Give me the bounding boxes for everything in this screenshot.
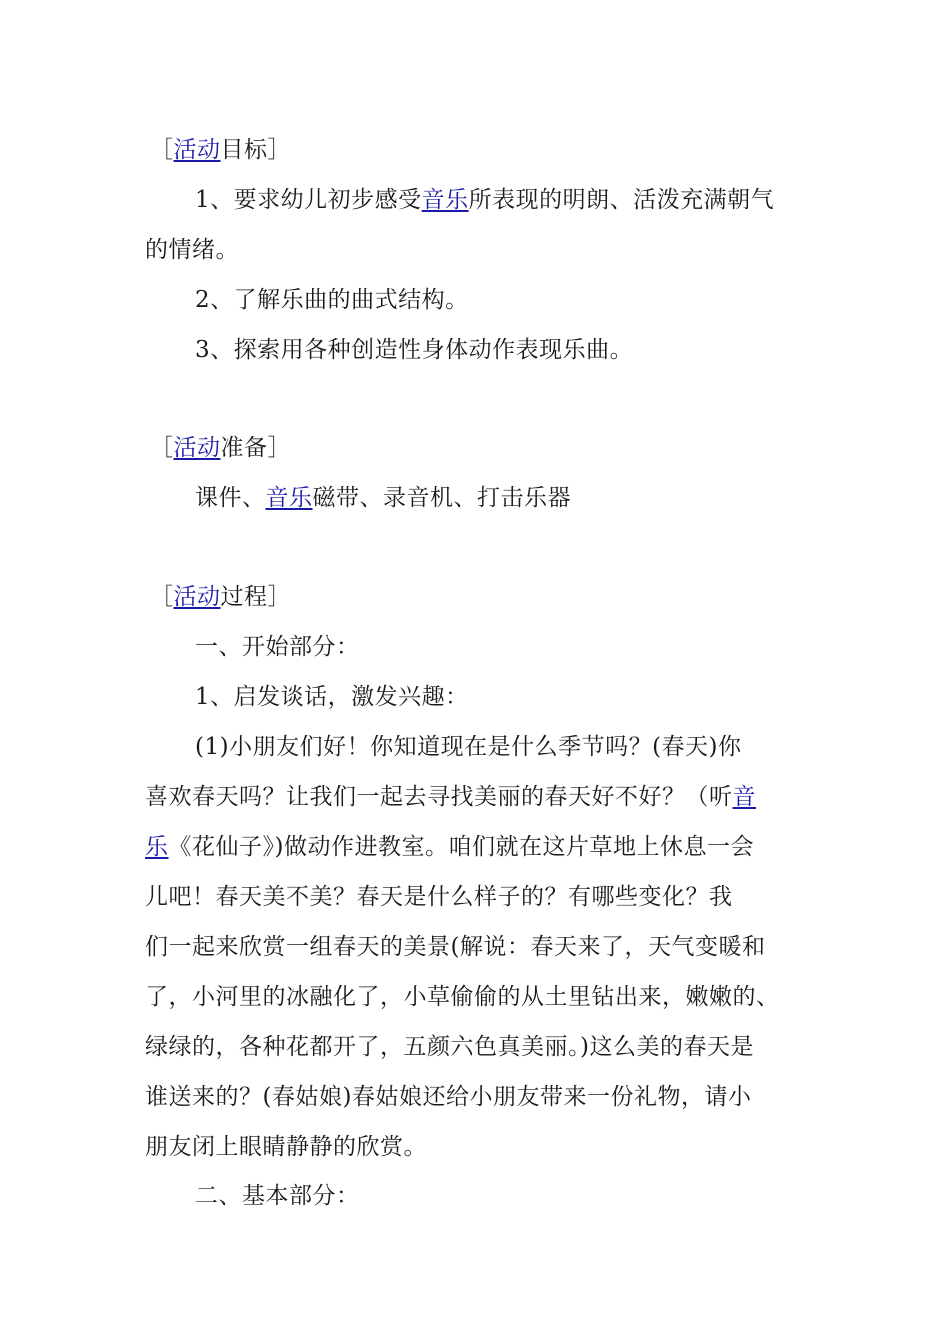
goal-item-3: 3、探索用各种创造性身体动作表现乐曲。 xyxy=(195,337,634,363)
heading-title: 准备 xyxy=(220,435,268,461)
paragraph-line-7: 绿绿的，各种花都开了，五颜六色真美丽。)这么美的春天是 xyxy=(145,1034,754,1060)
goal-item-2: 2、了解乐曲的曲式结构。 xyxy=(195,287,469,313)
goal-item-1-suffix: 所表现的明朗、活泼充满朝气 xyxy=(468,187,775,213)
goal-item-1-continuation: 的情绪。 xyxy=(145,237,239,263)
section-heading-goal xyxy=(150,135,815,165)
bracket-open: ［ xyxy=(150,137,174,163)
paragraph-line-5: 们一起来欣赏一组春天的美景(解说：春天来了，天气变暖和 xyxy=(145,934,766,960)
heading-title: 目标 xyxy=(220,137,268,163)
process-step-1: 1、启发谈话，激发兴趣： xyxy=(195,684,469,710)
bracket-open: ［ xyxy=(150,584,174,610)
paragraph-line-8: 谁送来的？(春姑娘)春姑娘还给小朋友带来一份礼物，请小 xyxy=(145,1084,752,1110)
bracket-open: ［ xyxy=(150,435,174,461)
prep-prefix: 课件、 xyxy=(195,485,266,511)
process-part-1: 一、开始部分： xyxy=(195,634,360,660)
prep-materials xyxy=(195,483,860,513)
process-part-2: 二、基本部分： xyxy=(195,1183,360,1209)
paragraph-line-4: 儿吧！春天美不美？春天是什么样子的？有哪些变化？我 xyxy=(145,884,733,910)
goal-item-1 xyxy=(195,185,810,215)
paragraph-line-6: 了，小河里的冰融化了，小草偷偷的从土里钻出来，嫩嫩的、 xyxy=(145,984,780,1010)
section-heading-process xyxy=(150,582,815,612)
bracket-close: ］ xyxy=(267,584,291,610)
activity-link[interactable]: 活动 xyxy=(173,584,221,610)
prep-suffix: 磁带、录音机、打击乐器 xyxy=(312,485,571,511)
paragraph-line-9: 朋友闭上眼睛静静的欣赏。 xyxy=(145,1134,427,1160)
paragraph-line-3 xyxy=(145,832,810,862)
paragraph-line-2-text: 喜欢春天吗？让我们一起去寻找美丽的春天好不好？（听 xyxy=(145,784,733,810)
music-link-part2[interactable]: 乐 xyxy=(145,834,169,860)
activity-link[interactable]: 活动 xyxy=(173,137,221,163)
activity-link[interactable]: 活动 xyxy=(173,435,221,461)
music-link[interactable]: 音乐 xyxy=(421,187,469,213)
bracket-close: ］ xyxy=(267,137,291,163)
paragraph-line-1: (1)小朋友们好！你知道现在是什么季节吗？(春天)你 xyxy=(195,734,742,760)
heading-title: 过程 xyxy=(220,584,268,610)
paragraph-line-3-text: 《花仙子》)做动作进教室。咱们就在这片草地上休息一会 xyxy=(168,834,754,860)
paragraph-line-2 xyxy=(145,782,810,812)
music-link[interactable]: 音乐 xyxy=(265,485,313,511)
bracket-close: ］ xyxy=(267,435,291,461)
goal-item-1-prefix: 1、要求幼儿初步感受 xyxy=(195,187,422,213)
music-link-part1[interactable]: 音 xyxy=(732,784,756,810)
section-heading-prep xyxy=(150,433,815,463)
